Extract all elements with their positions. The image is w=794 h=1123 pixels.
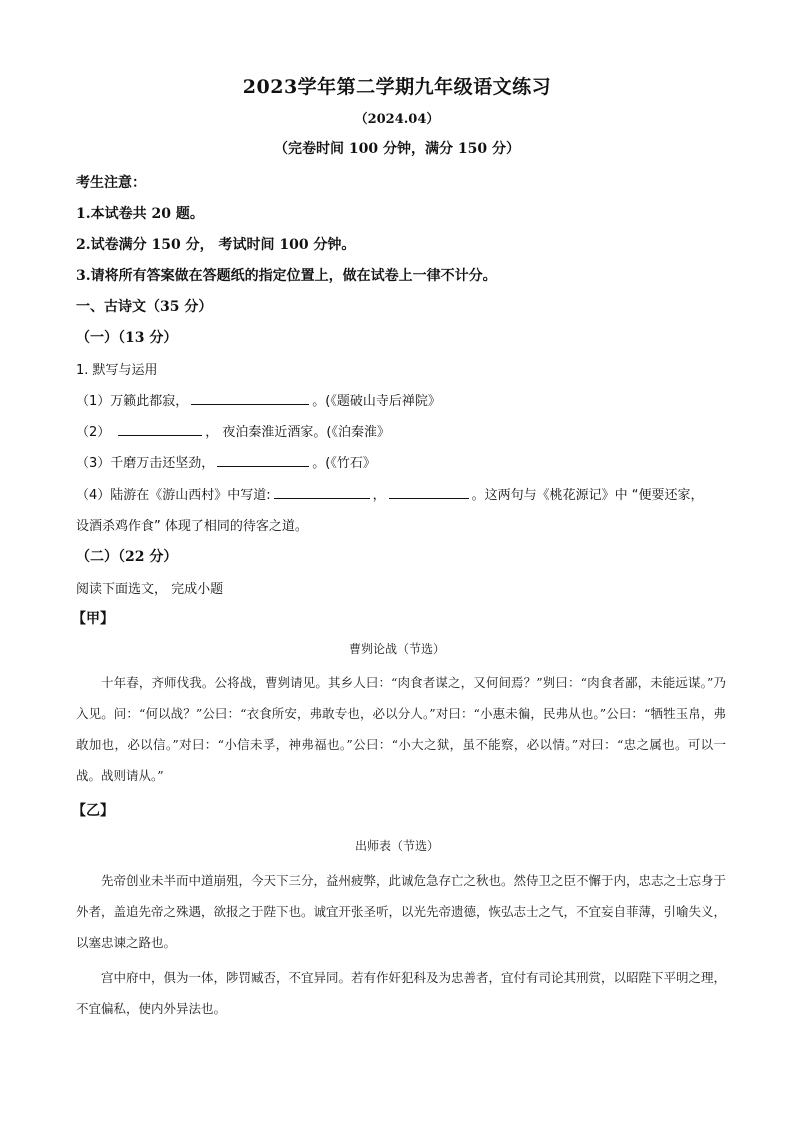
notice-item-3: 3.请将所有答案做在答题纸的指定位置上，做在试卷上一律不计分。 xyxy=(76,268,497,284)
passage-b-para-2: 宫中府中，俱为一体，陟罚臧否，不宜异同。若有作奸犯科及为忠善者，宜付有司论其刑赏，以昭陛下平明之理，不宜偏私，使内外异法也。 xyxy=(76,970,727,1016)
passage-b-label: 【乙】 xyxy=(72,803,114,819)
page-title: 2023学年第二学期九年级语文练习 xyxy=(242,76,552,98)
question-1-title: 1. 默写与运用 xyxy=(76,363,158,378)
q1-4-mid: ， xyxy=(372,488,386,503)
q1-3-suffix: 。(《竹石》 xyxy=(312,456,376,471)
section-heading: 一、古诗文（35 分） xyxy=(76,299,213,315)
notice-item-1: 1.本试卷共 20 题。 xyxy=(76,206,204,222)
q1-1-suffix: 。(《题破山寺后禅院》 xyxy=(312,394,441,409)
passage-a-label: 【甲】 xyxy=(72,611,114,627)
question-1-3 xyxy=(76,452,376,471)
q1-3-prefix: （3）千磨万击还坚劲， xyxy=(76,456,215,471)
part1-heading: （一）（13 分） xyxy=(76,330,178,346)
question-1-4-line2: 设酒杀鸡作食” 体现了相同的待客之道。 xyxy=(76,519,308,534)
question-1-2 xyxy=(76,421,390,440)
q1-1-prefix: （1）万籁此都寂， xyxy=(76,394,189,409)
exam-date: （2024.04） xyxy=(354,112,440,127)
passage-a-title: 曹刿论战（节选） xyxy=(348,642,445,656)
answer-blank[interactable] xyxy=(217,452,309,467)
answer-blank[interactable] xyxy=(389,484,469,499)
exam-time-info: （完卷时间 100 分钟，满分 150 分） xyxy=(274,141,520,157)
question-1-1 xyxy=(76,390,441,409)
q1-2-prefix: （2） xyxy=(76,425,111,440)
answer-blank[interactable] xyxy=(118,421,202,436)
part2-heading: （二）（22 分） xyxy=(76,549,178,565)
notice-item-2: 2.试卷满分 150 分， 考试时间 100 分钟。 xyxy=(76,237,356,253)
q1-4-prefix: （4）陆游在《游山西村》中写道: xyxy=(76,488,271,503)
answer-blank[interactable] xyxy=(191,390,309,405)
passage-b-title: 出师表（节选） xyxy=(354,839,439,853)
q1-2-suffix: ， 夜泊秦淮近酒家。(《泊秦淮》 xyxy=(205,425,390,440)
reading-instruction: 阅读下面选文， 完成小题 xyxy=(76,582,224,597)
notice-heading: 考生注意： xyxy=(76,175,146,191)
passage-a-text: 十年春，齐师伐我。公将战，曹刿请见。其乡人曰：“肉食者谋之，又何间焉？”刿曰：“肉食者鄙，未能远谋。”乃入见。问：“何以战？”公曰：“衣食所安，弗敢专也，必以分人。”对曰：“小惠未徧，民弗从也。”公曰：“牺牲玉帛，弗敢加也，必以信。”对曰：“小信未孚，神弗福也。”公曰：“小大之狱，虽不能察，必以情。”对曰：“忠之属也。可以一战。战则请从。” xyxy=(76,675,726,783)
q1-4-suffix: 。这两句与《桃花源记》中 “便要还家， xyxy=(471,488,704,503)
passage-b-para-1: 先帝创业未半而中道崩殂，今天下三分，益州疲弊，此诚危急存亡之秋也。然侍卫之臣不懈于内，忠志之士忘身于外者，盖追先帝之殊遇，欲报之于陛下也。诚宜开张圣听，以光先帝遗德，恢弘志士之气，不宜妄自菲薄，引喻失义，以塞忠谏之路也。 xyxy=(76,873,727,950)
answer-blank[interactable] xyxy=(274,484,370,499)
question-1-4 xyxy=(76,484,704,503)
